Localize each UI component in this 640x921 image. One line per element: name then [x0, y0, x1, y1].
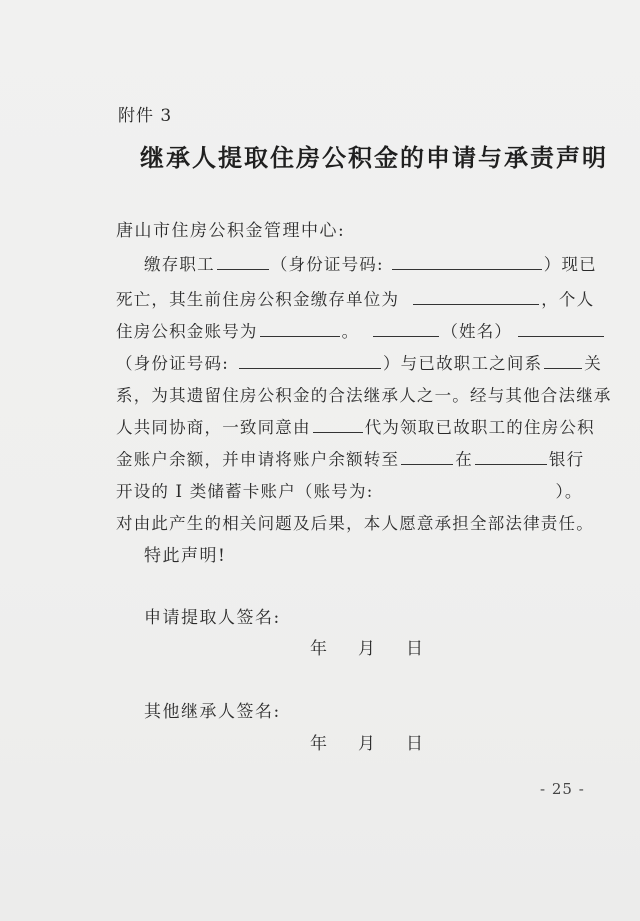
body-line	[116, 350, 602, 374]
deceased-name-blank[interactable]	[217, 254, 269, 270]
body-text: （身份证号码:	[116, 354, 229, 373]
body-line	[116, 446, 584, 470]
heir-name-blank[interactable]	[373, 321, 439, 337]
body-text: ）与已故职工之间系	[382, 354, 543, 373]
body-text: 代为领取已故职工的住房公积	[364, 418, 595, 437]
body-text: ）现已	[543, 255, 597, 274]
page-number: - 25 -	[540, 780, 585, 798]
employer-blank[interactable]	[413, 289, 539, 305]
relationship-blank[interactable]	[544, 353, 582, 369]
body-text: 开设的 I 类储蓄卡账户（账号为:	[116, 482, 374, 501]
body-text: 住房公积金账号为	[116, 322, 258, 341]
heir-id-blank[interactable]	[239, 353, 381, 369]
body-text: ，个人	[541, 290, 595, 309]
body-text: 人共同协商，一致同意由	[116, 418, 311, 437]
body-text: 在	[455, 450, 473, 469]
date-year: 年	[310, 734, 328, 754]
addressee: 唐山市住房公积金管理中心:	[116, 221, 346, 241]
document-title: 继承人提取住房公积金的申请与承责声明	[140, 143, 608, 172]
body-text: （姓名）	[441, 322, 513, 341]
date-day: 日	[406, 734, 424, 754]
body-line: 系，为其遗留住房公积金的合法继承人之一。经与其他合法继承	[116, 386, 612, 405]
body-text: 金账户余额，并申请将账户余额转至	[116, 450, 400, 469]
body-line	[116, 286, 594, 310]
body-line: 对由此产生的相关问题及后果，本人愿意承担全部法律责任。	[116, 514, 594, 533]
body-text: 。	[341, 322, 360, 341]
body-line	[144, 251, 597, 275]
closing-statement: 特此声明!	[144, 546, 227, 566]
body-text: ）。	[555, 482, 583, 501]
body-text: （身份证号码:	[270, 255, 384, 274]
other-heirs-signature-label: 其他继承人签名:	[144, 702, 281, 722]
attachment-label: 附件 3	[118, 106, 173, 126]
date-year: 年	[310, 639, 328, 659]
body-text: 关	[584, 354, 602, 373]
body-text: 缴存职工	[144, 255, 215, 274]
applicant-date	[310, 634, 424, 659]
bank-name-blank[interactable]	[475, 449, 547, 465]
proxy-name-blank[interactable]	[313, 417, 363, 433]
date-day: 日	[406, 639, 424, 659]
body-text: 银行	[548, 450, 585, 469]
date-month: 月	[358, 639, 376, 659]
body-line	[116, 318, 606, 342]
date-month: 月	[358, 734, 376, 754]
transferee-name-blank[interactable]	[401, 449, 453, 465]
heir-name-blank-2[interactable]	[518, 321, 604, 337]
body-line	[116, 414, 595, 438]
body-line	[116, 478, 583, 502]
deceased-id-blank[interactable]	[392, 254, 542, 270]
body-text: 死亡，其生前住房公积金缴存单位为	[116, 290, 400, 309]
account-number-blank[interactable]	[260, 321, 340, 337]
other-heirs-date	[310, 729, 424, 754]
applicant-signature-label: 申请提取人签名:	[144, 608, 281, 628]
